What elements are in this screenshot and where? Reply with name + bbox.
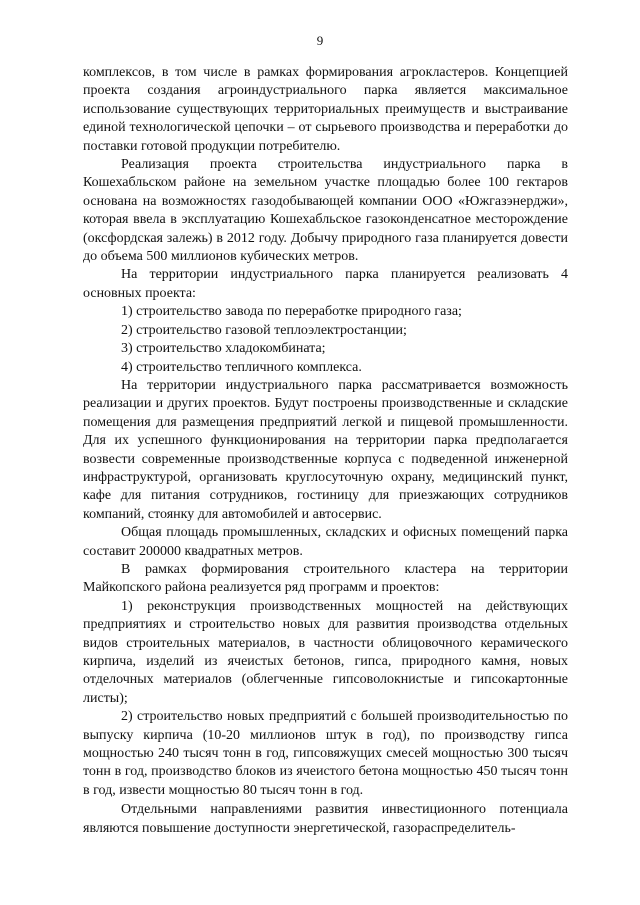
paragraph-total-area: Общая площадь промышленных, складских и офисных помещений парка составит 200000 квадратных метров. <box>83 525 568 559</box>
paragraph-other-projects: На территории индустриального парка рассматривается возможность реализации и других проектов. Будут построены производственные и складские помещения для размещения предприятий легкой и пищевой промышленности. Для их успешного функционирования на территории парка предполагается возвести современные производственные корпуса с подведенной инженерной инфраструктурой, организовать круглосуточную охрану, медицинский пункт, кафе для питания сотрудников, гостиницу для приезжающих сотрудников компаний, стоянку для автомобилей и автосервис. <box>83 377 568 522</box>
paragraph-construction-cluster: В рамках формирования строительного кластера на территории Майкопского района реализуется ряд программ и проектов: <box>83 561 568 596</box>
list-item: 4) строительство тепличного комплекса. <box>121 359 362 375</box>
list-item: 3) строительство хладокомбината; <box>121 341 326 357</box>
paragraph-park-projects-intro: На территории индустриального парка планируется реализовать 4 основных проекта: <box>83 267 568 301</box>
paragraph-investment-directions: Отдельными направлениями развития инвестиционного потенциала являются повышение доступности энергетической, газораспределитель- <box>83 802 568 836</box>
paragraph-new-enterprises: 2) строительство новых предприятий с большей производительностью по выпуску кирпича (10-20 миллионов штук в год), по производству гипса мощностью 240 тысяч тонн в год, гипсовяжущих смесей мощностью 300 тысяч тонн в год, производство блоков из ячеистого бетона мощностью 450 тысяч тонн в год, извести мощностью 80 тысяч тонн в год. <box>83 709 568 798</box>
list-item: 1) строительство завода по переработке природного газа; <box>121 304 462 320</box>
list-item: 2) строительство газовой теплоэлектростанции; <box>121 322 407 338</box>
paragraph-koshekhabl-park: Реализация проекта строительства индустриального парка в Кошехабльском районе на земельном участке площадью более 100 гектаров основана на возможностях газодобывающей компании ООО «Южгазэнерджи», которая ввела в эксплуатацию Кошехабльское газоконденсатное месторождение (оксфордская залежь) в 2012 году. Добычу природного газа планируется довести до объема 500 миллионов кубических метров. <box>83 157 568 265</box>
page-number: 9 <box>316 33 324 48</box>
park-projects-list <box>83 303 568 377</box>
document-body <box>83 64 568 838</box>
paragraph-reconstruction: 1) реконструкция производственных мощностей на действующих предприятиях и строительство новых для развития производства отдельных видов строительных материалов, в частности облицовочного керамического кирпича, изделий из ячеистых бетонов, гипса, природного камня, новых отделочных материалов (облегченные гипсоволокнистые и гипсокартонные листы); <box>83 598 568 706</box>
paragraph-agrocluster-concept: комплексов, в том числе в рамках формирования агрокластеров. Концепцией проекта создания агроиндустриального парка является максимальное использование существующих территориальных преимуществ и выстраивание единой технологической цепочки – от сырьевого производства и переработки до поставки готовой продукции потребителю. <box>83 65 568 154</box>
